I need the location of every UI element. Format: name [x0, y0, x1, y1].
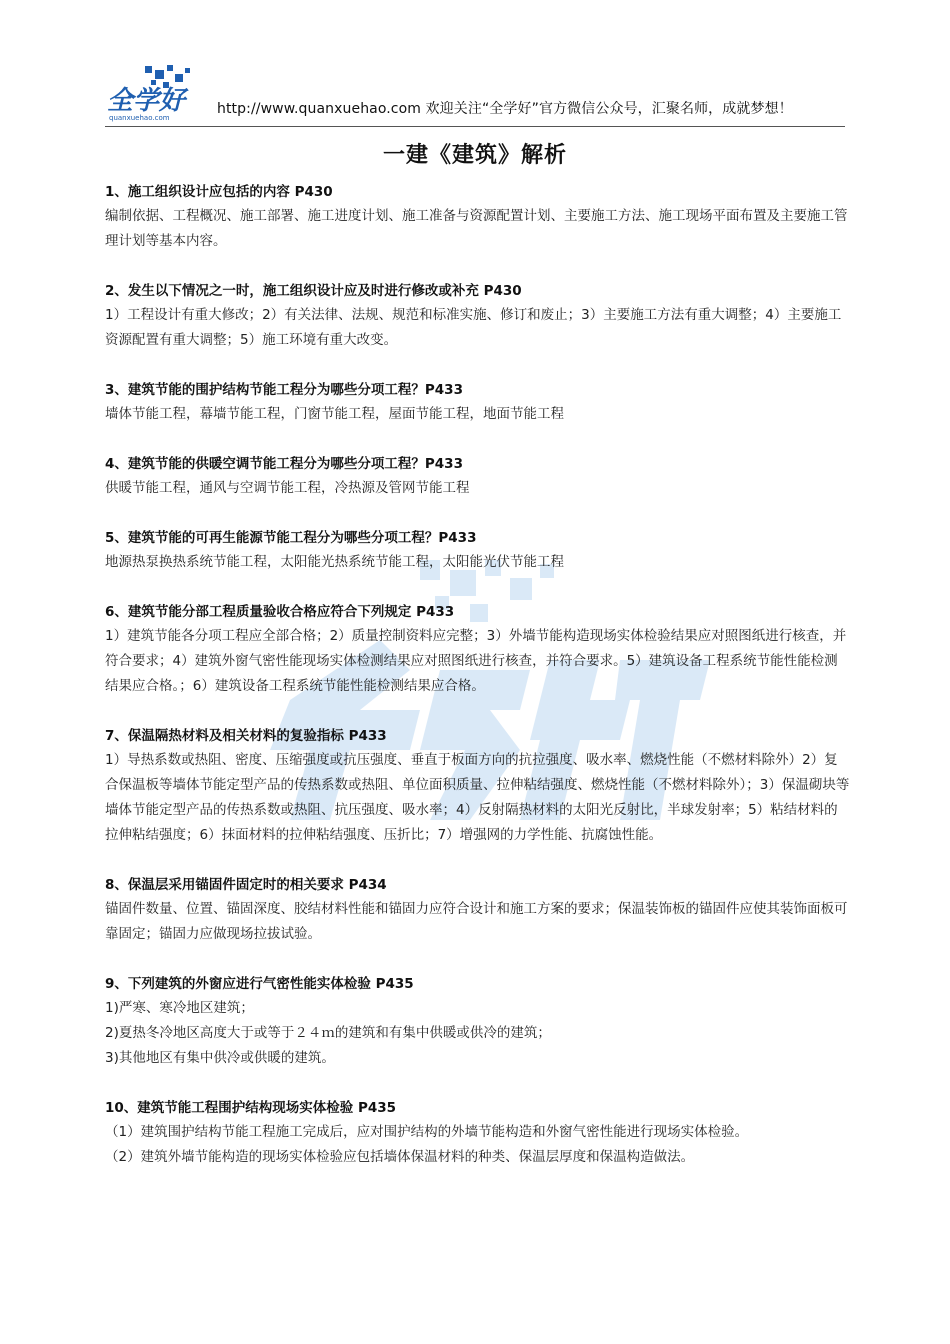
- question-heading: 5、建筑节能的可再生能源节能工程分为哪些分项工程？P433: [105, 530, 477, 546]
- answer-text: 地源热泵换热系统节能工程，太阳能光热系统节能工程，太阳能光伏节能工程: [105, 554, 564, 570]
- answer-text: （2）建筑外墙节能构造的现场实体检验应包括墙体保温材料的种类、保温层厚度和保温构造做法。: [105, 1149, 695, 1165]
- question-heading: 9、下列建筑的外窗应进行气密性能实体检验 P435: [105, 976, 414, 992]
- qa-section: [105, 378, 850, 427]
- answer-text: 1)严寒、寒冷地区建筑；: [105, 1000, 254, 1016]
- qa-section: [105, 526, 850, 575]
- answer-text: 编制依据、工程概况、施工部署、施工进度计划、施工准备与资源配置计划、主要施工方法、施工现场平面布置及主要施工管理计划等基本内容。: [105, 208, 848, 249]
- qa-section: [105, 600, 850, 699]
- question-heading: 10、建筑节能工程围护结构现场实体检验 P435: [105, 1100, 397, 1116]
- question-heading: 2、发生以下情况之一时，施工组织设计应及时进行修改或补充 P430: [105, 283, 522, 299]
- answer-text: 1）导热系数或热阻、密度、压缩强度或抗压强度、垂直于板面方向的抗拉强度、吸水率、燃烧性能（不燃材料除外）2）复合保温板等墙体节能定型产品的传热系数或热阻、单位面积质量、拉伸粘结强度、燃烧性能（不燃材料除外）；3）保温砌块等墙体节能定型产品的传热系数或热阻、抗压强度、吸水率；4）反射隔热材料的太阳光反射比，半球发射率；5）粘结材料的拉伸粘结强度；6）抹面材料的拉伸粘结强度、压折比；7）增强网的力学性能、抗腐蚀性能。: [105, 752, 850, 843]
- answer-text: 1）工程设计有重大修改；2）有关法律、法规、规范和标准实施、修订和废止；3）主要施工方法有重大调整；4）主要施工资源配置有重大调整；5）施工环境有重大改变。: [105, 307, 842, 348]
- document-body: [105, 180, 850, 1195]
- question-heading: 1、施工组织设计应包括的内容 P430: [105, 184, 333, 200]
- answer-text: 墙体节能工程，幕墙节能工程，门窗节能工程，屋面节能工程，地面节能工程: [105, 406, 564, 422]
- qa-section: [105, 724, 850, 848]
- question-heading: 6、建筑节能分部工程质量验收合格应符合下列规定 P433: [105, 604, 455, 620]
- page-title: 一建《建筑》解析: [382, 143, 567, 168]
- answer-text: 供暖节能工程，通风与空调节能工程，冷热源及管网节能工程: [105, 480, 470, 496]
- header-tagline: http://www.quanxuehao.com 欢迎关注“全学好”官方微信公众号，汇聚名师，成就梦想！: [217, 101, 793, 117]
- answer-text: （1）建筑围护结构节能工程施工完成后，应对围护结构的外墙节能构造和外窗气密性能进行现场实体检验。: [105, 1124, 749, 1140]
- quanxuehao-logo: [105, 62, 213, 124]
- qa-section: [105, 180, 850, 254]
- qa-section: [105, 452, 850, 501]
- logo-wordmark: 全学好: [107, 86, 186, 116]
- question-heading: 3、建筑节能的围护结构节能工程分为哪些分项工程？P433: [105, 382, 463, 398]
- question-heading: 7、保温隔热材料及相关材料的复验指标 P433: [105, 728, 387, 744]
- answer-text: 锚固件数量、位置、锚固深度、胶结材料性能和锚固力应符合设计和施工方案的要求；保温装饰板的锚固件应使其装饰面板可靠固定；锚固力应做现场拉拔试验。: [105, 901, 848, 942]
- qa-section: [105, 873, 850, 947]
- logo-domain: quanxuehao.com: [109, 114, 170, 122]
- page-header: [105, 62, 845, 127]
- answer-text: 2)夏热冬冷地区高度大于或等于２４ｍ的建筑和有集中供暖或供冷的建筑；: [105, 1025, 551, 1041]
- answer-text: 1）建筑节能各分项工程应全部合格；2）质量控制资料应完整；3）外墙节能构造现场实体检验结果应对照图纸进行核查，并符合要求；4）建筑外窗气密性能现场实体检测结果应对照图纸进行核查，并符合要求。5）建筑设备工程系统节能性能检测结果应合格。；6）建筑设备工程系统节能性能检测结果应合格。: [105, 628, 847, 694]
- answer-text: 3)其他地区有集中供冷或供暖的建筑。: [105, 1050, 335, 1066]
- question-heading: 8、保温层采用锚固件固定时的相关要求 P434: [105, 877, 387, 893]
- question-heading: 4、建筑节能的供暖空调节能工程分为哪些分项工程？P433: [105, 456, 463, 472]
- qa-section: [105, 279, 850, 353]
- qa-section: [105, 972, 850, 1071]
- qa-section: [105, 1096, 850, 1170]
